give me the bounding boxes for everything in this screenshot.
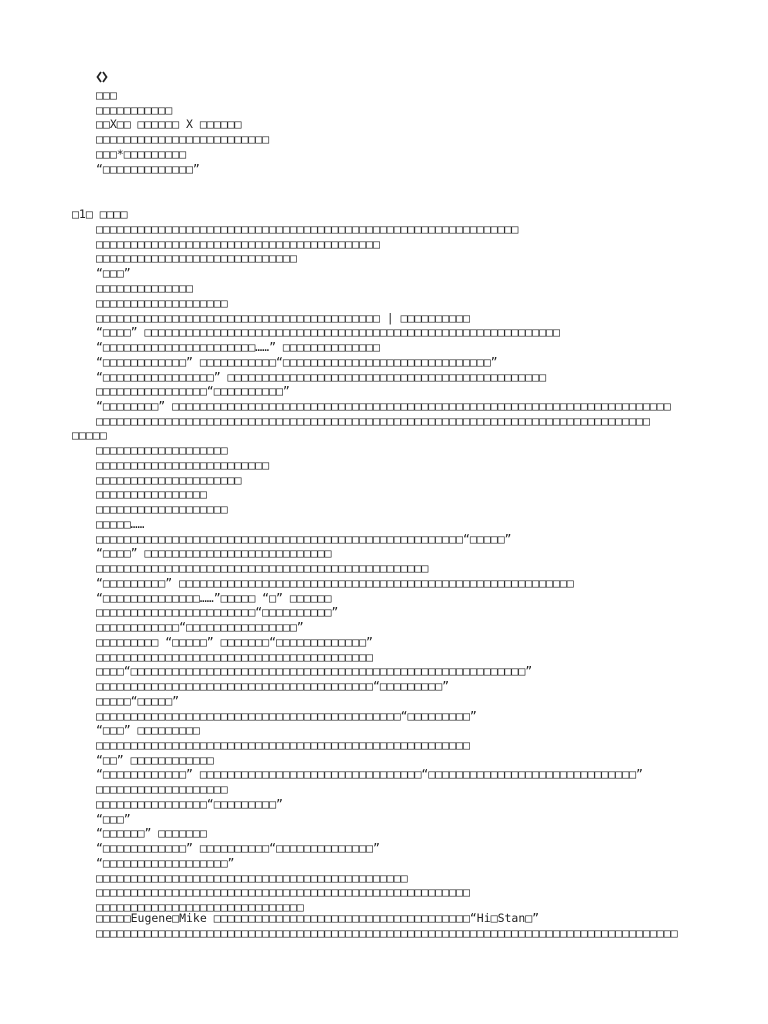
chapter-title: □1□ □□□□ (72, 207, 128, 221)
paragraph-line: □□□□□□□□□ “□□□□□” □□□□□□□“□□□□□□□□□□□□□” (96, 635, 373, 649)
paragraph-line: “□□□□” □□□□□□□□□□□□□□□□□□□□□□□□□□□□□□□□□□□□□□□□□□□□□□□□□□□□□□□□□□□□ (96, 325, 560, 339)
header-line-2: □□□□□□□□□□□ (96, 103, 173, 117)
paragraph-line: □□□□□□□□□□□□□□□□“□□□□□□□□□” (96, 797, 283, 811)
paragraph-line: □□□□□□□□□□□□□□□□□□□□□□□□□□□□□ (96, 251, 297, 265)
paragraph-line: □□□□□□□□□□□□□□□□□□□□□□□“□□□□□□□□□□” (96, 605, 339, 619)
paragraph-line: □□□□□□□□□□□□□□ (96, 281, 193, 295)
paragraph-line: □□□□□“□□□□□” (96, 694, 180, 708)
paragraph-line: □□□□□□□□□□□□□□□□ (96, 487, 207, 501)
header-line-4: □□□□□□□□□□□□□□□□□□□□□□□□□ (96, 132, 270, 146)
paragraph-line: “□□□□□□□□□□□□” □□□□□□□□□□□□□□□□□□□□□□□□□□□□□□□□“□□□□□□□□□□□□□□□□□□□□□□□□□□□□□□” (96, 767, 643, 781)
paragraph-line: □□□□□□□□□□□□□□□□□□□□□ (96, 473, 242, 487)
paragraph-line: □□□□□□□□□□□□“□□□□□□□□□□□□□□□□” (96, 620, 304, 634)
header-line-1: □□□ (96, 88, 117, 102)
paragraph-line: □□□□□□□□□□□□□□□□□□□□□□□□□□□□□□□□□□□□□□□□□□□□□ (96, 871, 408, 885)
paragraph-line: □□□□□□□□□□□□□□□□□□□ (96, 296, 228, 310)
paragraph-line: □□□□□□□□□□□□□□□□□□□□□□□□□□□□□□□□□□□□□□□□□ (96, 237, 380, 251)
paragraph-line: □□□□□□□□□□□□□□□□□□□□□□□□□□□□□□□□□□□□□□□□□□□□□□□□□□□□□□ (96, 738, 470, 752)
paragraph-line: □□□□□□□□□□□□□□□□□□□□□□□□□□□□□□ (96, 900, 304, 914)
paragraph-line: “□□□□□□□□□□□□□□□□□□□□□□……” □□□□□□□□□□□□□□ (96, 340, 380, 354)
paragraph-line: “□□□” □□□□□□□□□ (96, 723, 200, 737)
paragraph-line: □□□□□□□□□□□□□□□□“□□□□□□□□□□” (96, 384, 290, 398)
paragraph-line: □□□□“□□□□□□□□□□□□□□□□□□□□□□□□□□□□□□□□□□□□□□□□□□□□□□□□□□□□□□□□□” (96, 664, 533, 678)
paragraph-line: □□□□□Eugene□Mike □□□□□□□□□□□□□□□□□□□□□□□□□□□□□□□□□□□□□“Hi□Stan□” (96, 911, 540, 925)
header-line-5: □□□*□□□□□□□□□ (96, 147, 187, 161)
paragraph-line: □□□□□□□□□□□□□□□□□□□□□□□□□□□□□□□□□□□□□□□□ (96, 650, 373, 664)
paragraph-line: □□□□□□□□□□□□□□□□□□□□□□□□□□□□□□□□□□□□□□□□□□□□□□□□□□□□□“□□□□□” (96, 532, 512, 546)
paragraph-line: □□□□□□□□□□□□□□□□□□□ (96, 502, 228, 516)
paragraph-line: “□□□” (96, 812, 131, 826)
paragraph-line: “□□□□□□□□□□□□□□□□” □□□□□□□□□□□□□□□□□□□□□□□□□□□□□□□□□□□□□□□□□□□□□□ (96, 370, 547, 384)
paragraph-line: “□□” □□□□□□□□□□□□ (96, 753, 214, 767)
paragraph-line: □□□□□□□□□□□□□□□□□□□□□□□□□□□□□□□□□□□□□□□□□□□□□□□□ (96, 561, 429, 575)
paragraph-line: “□□□□” □□□□□□□□□□□□□□□□□□□□□□□□□□□ (96, 546, 332, 560)
paragraph-line: □□□□□□□□□□□□□□□□□□□ (96, 782, 228, 796)
header-line-3: □□X□□ □□□□□□ X □□□□□□ (96, 117, 242, 131)
paragraph-line: “□□□□□□□□□□□□□□□□□□” (96, 856, 235, 870)
paragraph-line: □□□□□…… (96, 517, 145, 531)
paragraph-line: “□□□□□□□□□□□□” □□□□□□□□□□□“□□□□□□□□□□□□□□□□□□□□□□□□□□□□□□” (96, 355, 498, 369)
paragraph-line: “□□□□□□□□□□□□” □□□□□□□□□□“□□□□□□□□□□□□□□” (96, 841, 380, 855)
paragraph-line: “□□□□□□□□” □□□□□□□□□□□□□□□□□□□□□□□□□□□□□□□□□□□□□□□□□□□□□□□□□□□□□□□□□□□□□□□□□□□□□□□□ (96, 399, 671, 413)
paragraph-line: □□□□□□□□□□□□□□□□□□□□□□□□□□□□□□□□□□□□□□□□□□□□“□□□□□□□□□” (96, 709, 477, 723)
paragraph-line: □□□□□□□□□□□□□□□□□□□□□□□□□□□□□□□□□□□□□□□□“□□□□□□□□□” (96, 679, 450, 693)
bracket-icon (96, 71, 108, 83)
paragraph-line: □□□□□□□□□□□□□□□□□□□□□□□□□□□□□□□□□□□□□□□□□ | □□□□□□□□□□ (96, 311, 470, 325)
paragraph-line: □□□□□□□□□□□□□□□□□□□□□□□□□ (96, 458, 270, 472)
paragraph-line: “□□□” (96, 266, 131, 280)
paragraph-line: □□□□□□□□□□□□□□□□□□□ (96, 443, 228, 457)
header-line-6: “□□□□□□□□□□□□□” (96, 162, 200, 176)
paragraph-line: □□□□□□□□□□□□□□□□□□□□□□□□□□□□□□□□□□□□□□□□□□□□□□□□□□□□□□ (96, 885, 470, 899)
paragraph-line: □□□□□□□□□□□□□□□□□□□□□□□□□□□□□□□□□□□□□□□□□□□□□□□□□□□□□□□□□□□□□□□□□□□□□□□□□□□□□□□□□□□□ (96, 926, 678, 940)
paragraph-line: □□□□□□□□□□□□□□□□□□□□□□□□□□□□□□□□□□□□□□□□□□□□□□□□□□□□□□□□□□□□□□□□□□□□□□□□□□□□□□□□ (96, 414, 650, 428)
paragraph-line: “□□□□□□□□□□□□□□……”□□□□□ “□” □□□□□□ (96, 591, 332, 605)
paragraph-line-tail: □□□□□ (72, 428, 107, 442)
paragraph-line: “□□□□□□” □□□□□□□ (96, 826, 207, 840)
paragraph-line: “□□□□□□□□□” □□□□□□□□□□□□□□□□□□□□□□□□□□□□□□□□□□□□□□□□□□□□□□□□□□□□□□□□□ (96, 576, 574, 590)
paragraph-line: □□□□□□□□□□□□□□□□□□□□□□□□□□□□□□□□□□□□□□□□□□□□□□□□□□□□□□□□□□□□□ (96, 222, 519, 236)
